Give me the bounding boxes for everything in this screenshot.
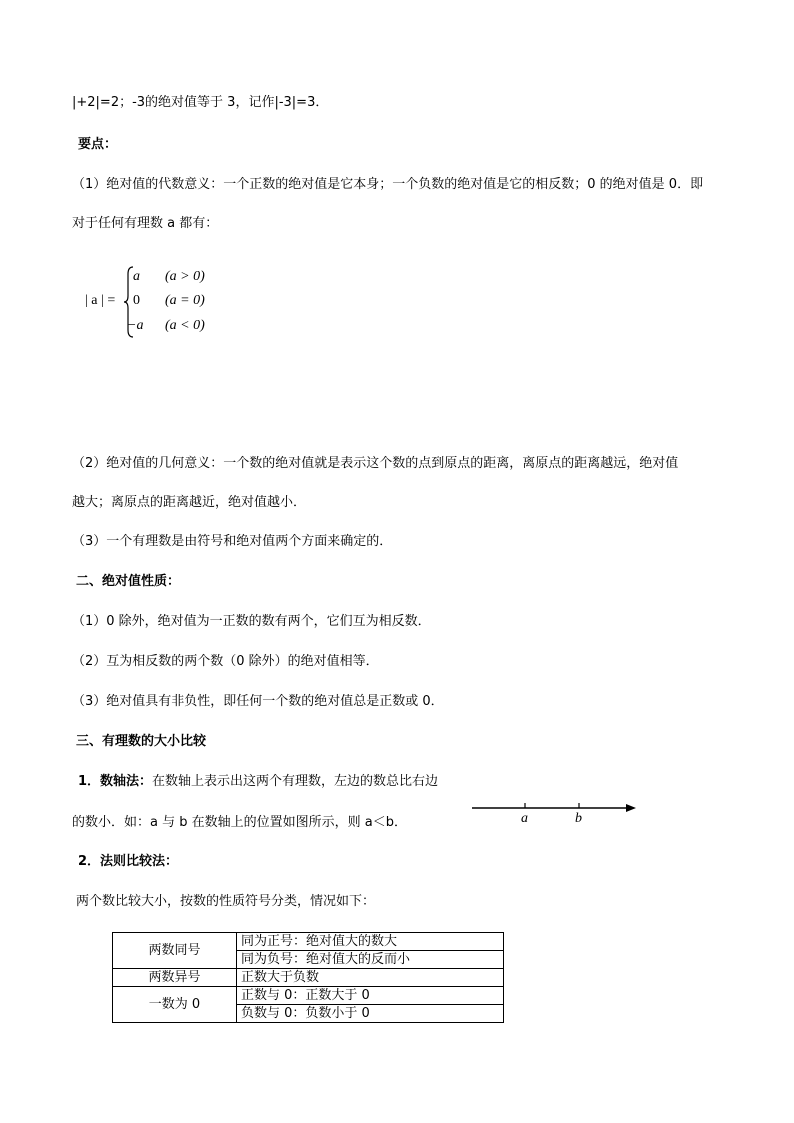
case-value: −a	[127, 318, 144, 333]
text-line: 对于任何有理数 a 都有：	[72, 216, 219, 231]
table-cell: 正数与 0：正数大于 0	[237, 987, 504, 1005]
text-line: |+2|=2；-3的绝对值等于 3，记作|-3|=3．	[72, 95, 329, 110]
text-line: （1）0 除外，绝对值为一正数的数有两个，它们互为相反数．	[72, 614, 431, 629]
table-row	[113, 987, 504, 1005]
text-line: 的数小．如：a 与 b 在数轴上的位置如图所示，则 a＜b．	[72, 815, 407, 830]
section-heading: 二、绝对值性质：	[76, 574, 181, 589]
table-row	[113, 969, 504, 987]
table-cell: 正数大于负数	[237, 969, 504, 987]
table-cell: 两数同号	[113, 933, 237, 969]
case-value: a	[133, 269, 140, 284]
table-row	[113, 933, 504, 951]
table-cell: 同为正号：绝对值大的数大	[237, 933, 504, 951]
section-heading: 三、有理数的大小比较	[76, 734, 207, 749]
case-value: 0	[133, 293, 140, 308]
table-cell: 一数为 0	[113, 987, 237, 1023]
method-heading: 2．法则比较法：	[78, 854, 179, 869]
case-condition: (a = 0)	[165, 293, 205, 308]
case-condition: (a > 0)	[165, 269, 205, 284]
comparison-table	[112, 932, 504, 1023]
number-line	[470, 798, 640, 834]
text-line: 1．数轴法：在数轴上表示出这两个有理数，左边的数总比右边	[78, 774, 439, 789]
text-line: （3）绝对值具有非负性，即任何一个数的绝对值总是正数或 0．	[72, 694, 444, 709]
table-cell: 两数异号	[113, 969, 237, 987]
text-line: （2）绝对值的几何意义：一个数的绝对值就是表示这个数的点到原点的距离，离原点的距离越远，绝对值	[72, 456, 679, 471]
text-line: （2）互为相反数的两个数（0 除外）的绝对值相等．	[72, 654, 379, 669]
table-cell: 同为负号：绝对值大的反而小	[237, 951, 504, 969]
label-b: b	[575, 811, 582, 826]
case-condition: (a < 0)	[165, 318, 205, 333]
text-line: 两个数比较大小，按数的性质符号分类，情况如下：	[76, 894, 376, 909]
key-points-heading: 要点：	[78, 137, 118, 152]
formula-lhs: | a | =	[85, 293, 116, 308]
text-line: （1）绝对值的代数意义：一个正数的绝对值是它本身；一个负数的绝对值是它的相反数；0 的绝对值是 0．即	[72, 177, 704, 192]
text-line: 越大；离原点的距离越近，绝对值越小．	[72, 495, 307, 510]
table-cell: 负数与 0：负数小于 0	[237, 1005, 504, 1023]
text-line: （3）一个有理数是由符号和绝对值两个方面来确定的．	[72, 534, 393, 549]
label-a: a	[521, 811, 528, 826]
